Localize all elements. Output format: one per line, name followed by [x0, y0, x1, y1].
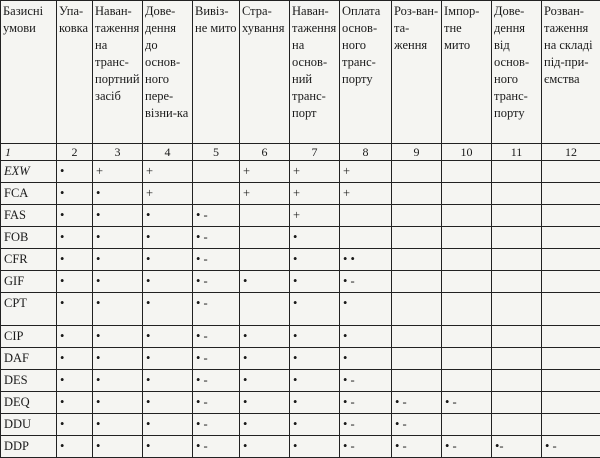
column-number: 11: [492, 144, 542, 161]
mark-cell: •: [57, 392, 93, 414]
mark-cell: [492, 161, 542, 183]
mark-cell: +: [340, 161, 392, 183]
mark-cell: [392, 249, 442, 271]
mark-cell: • -: [193, 326, 240, 348]
mark-cell: •: [93, 183, 143, 205]
header-cell: Вивіз-не мито: [193, 1, 240, 144]
table-body: [1, 161, 600, 458]
mark-cell: •: [143, 392, 193, 414]
mark-cell: [442, 348, 492, 370]
mark-cell: •: [143, 227, 193, 249]
mark-cell: [542, 161, 600, 183]
mark-cell: •: [340, 348, 392, 370]
mark-cell: •: [57, 183, 93, 205]
header-cell: Наван-таження на транс-портний засіб: [93, 1, 143, 144]
table-row: [1, 370, 600, 392]
mark-cell: •: [240, 271, 290, 293]
mark-cell: +: [290, 205, 340, 227]
mark-cell: [240, 249, 290, 271]
mark-cell: •: [240, 370, 290, 392]
mark-cell: [392, 227, 442, 249]
mark-cell: • -: [193, 227, 240, 249]
mark-cell: •: [240, 348, 290, 370]
mark-cell: [542, 326, 600, 348]
mark-cell: [392, 370, 442, 392]
term-cell: DES: [1, 370, 57, 392]
mark-cell: •: [290, 227, 340, 249]
header-cell: Дове-дення від основ-ного транс-порту: [492, 1, 542, 144]
mark-cell: [542, 249, 600, 271]
mark-cell: •: [57, 249, 93, 271]
mark-cell: [240, 227, 290, 249]
mark-cell: •: [290, 348, 340, 370]
mark-cell: •: [93, 414, 143, 436]
term-cell: FOB: [1, 227, 57, 249]
mark-cell: [340, 205, 392, 227]
mark-cell: [392, 348, 442, 370]
mark-cell: [542, 370, 600, 392]
mark-cell: • -: [193, 249, 240, 271]
mark-cell: [542, 227, 600, 249]
mark-cell: •: [143, 348, 193, 370]
table-row: [1, 293, 600, 326]
mark-cell: [193, 183, 240, 205]
table-row: [1, 161, 600, 183]
mark-cell: +: [290, 183, 340, 205]
term-cell: EXW: [1, 161, 57, 183]
mark-cell: •: [93, 326, 143, 348]
term-cell: FAS: [1, 205, 57, 227]
mark-cell: • -: [193, 414, 240, 436]
mark-cell: • -: [392, 436, 442, 458]
mark-cell: +: [143, 183, 193, 205]
mark-cell: •: [240, 414, 290, 436]
mark-cell: [442, 271, 492, 293]
mark-cell: •: [93, 348, 143, 370]
mark-cell: •: [57, 436, 93, 458]
mark-cell: +: [340, 183, 392, 205]
mark-cell: •: [93, 271, 143, 293]
mark-cell: [442, 293, 492, 326]
mark-cell: [542, 271, 600, 293]
mark-cell: •: [240, 326, 290, 348]
mark-cell: •: [93, 249, 143, 271]
mark-cell: [492, 271, 542, 293]
mark-cell: [442, 227, 492, 249]
mark-cell: •: [143, 271, 193, 293]
header-cell: Оплата основ-ного транс-порту: [340, 1, 392, 144]
mark-cell: [392, 161, 442, 183]
mark-cell: •: [93, 293, 143, 326]
header-cell: Роз-ван-та-ження: [392, 1, 442, 144]
mark-cell: •: [93, 227, 143, 249]
mark-cell: [492, 392, 542, 414]
mark-cell: • -: [340, 392, 392, 414]
mark-cell: •: [143, 205, 193, 227]
mark-cell: •: [290, 293, 340, 326]
table-row: [1, 205, 600, 227]
header-cell: Наван-таження на основ-ний транс-порт: [290, 1, 340, 144]
header-cell: Стра-хування: [240, 1, 290, 144]
mark-cell: •: [143, 436, 193, 458]
term-cell: DEQ: [1, 392, 57, 414]
mark-cell: •: [290, 271, 340, 293]
mark-cell: [492, 183, 542, 205]
table-row: [1, 271, 600, 293]
term-cell: CPT: [1, 293, 57, 326]
mark-cell: [442, 249, 492, 271]
table-row: [1, 227, 600, 249]
header-row: [1, 1, 600, 144]
mark-cell: •: [93, 392, 143, 414]
column-number: 2: [57, 144, 93, 161]
mark-cell: [542, 348, 600, 370]
mark-cell: •: [290, 436, 340, 458]
table-row: [1, 436, 600, 458]
mark-cell: • -: [340, 370, 392, 392]
header-cell: Дове-дення до основ-ного пере-візни-ка: [143, 1, 193, 144]
column-number: 5: [193, 144, 240, 161]
mark-cell: •: [57, 205, 93, 227]
table-row: [1, 249, 600, 271]
mark-cell: •: [57, 227, 93, 249]
mark-cell: •: [57, 348, 93, 370]
mark-cell: [392, 326, 442, 348]
term-cell: GIF: [1, 271, 57, 293]
mark-cell: • -: [340, 271, 392, 293]
mark-cell: [442, 183, 492, 205]
mark-cell: [392, 293, 442, 326]
mark-cell: •: [143, 326, 193, 348]
column-number: 3: [93, 144, 143, 161]
mark-cell: [392, 183, 442, 205]
mark-cell: [492, 249, 542, 271]
mark-cell: •: [240, 392, 290, 414]
table-row: [1, 348, 600, 370]
mark-cell: • -: [193, 370, 240, 392]
mark-cell: •: [93, 205, 143, 227]
mark-cell: [542, 183, 600, 205]
header-cell: Розван-таження на складі під-при-ємства: [542, 1, 600, 144]
mark-cell: [492, 227, 542, 249]
column-number: 7: [290, 144, 340, 161]
mark-cell: •: [290, 392, 340, 414]
mark-cell: [442, 326, 492, 348]
mark-cell: • -: [193, 205, 240, 227]
mark-cell: • -: [193, 436, 240, 458]
mark-cell: • -: [392, 392, 442, 414]
mark-cell: [492, 414, 542, 436]
mark-cell: [340, 227, 392, 249]
mark-cell: •: [290, 249, 340, 271]
mark-cell: [492, 326, 542, 348]
mark-cell: [442, 161, 492, 183]
mark-cell: •: [93, 436, 143, 458]
column-number: 9: [392, 144, 442, 161]
column-number: 8: [340, 144, 392, 161]
mark-cell: +: [290, 161, 340, 183]
mark-cell: •: [57, 161, 93, 183]
mark-cell: [542, 205, 600, 227]
column-number: 12: [542, 144, 600, 161]
mark-cell: • -: [193, 293, 240, 326]
mark-cell: [492, 205, 542, 227]
mark-cell: • -: [542, 436, 600, 458]
mark-cell: • -: [340, 436, 392, 458]
mark-cell: • •: [340, 249, 392, 271]
column-number: 4: [143, 144, 193, 161]
mark-cell: •: [143, 370, 193, 392]
header-cell: Імпор-тне мито: [442, 1, 492, 144]
mark-cell: • -: [340, 414, 392, 436]
mark-cell: [240, 293, 290, 326]
mark-cell: • -: [193, 392, 240, 414]
mark-cell: [542, 392, 600, 414]
mark-cell: [542, 414, 600, 436]
mark-cell: [492, 293, 542, 326]
mark-cell: •: [57, 414, 93, 436]
mark-cell: [442, 205, 492, 227]
mark-cell: •: [340, 293, 392, 326]
mark-cell: • -: [392, 414, 442, 436]
mark-cell: •: [143, 414, 193, 436]
column-number: 1: [1, 144, 57, 161]
table-row: [1, 392, 600, 414]
column-number: 6: [240, 144, 290, 161]
mark-cell: [442, 414, 492, 436]
mark-cell: [492, 348, 542, 370]
mark-cell: •: [143, 293, 193, 326]
mark-cell: •: [290, 414, 340, 436]
mark-cell: •: [57, 370, 93, 392]
mark-cell: [193, 161, 240, 183]
mark-cell: •: [240, 436, 290, 458]
mark-cell: •: [290, 370, 340, 392]
mark-cell: +: [240, 161, 290, 183]
mark-cell: [240, 205, 290, 227]
mark-cell: +: [143, 161, 193, 183]
mark-cell: +: [93, 161, 143, 183]
mark-cell: +: [240, 183, 290, 205]
mark-cell: • -: [193, 271, 240, 293]
mark-cell: [542, 293, 600, 326]
column-number: 10: [442, 144, 492, 161]
mark-cell: [492, 370, 542, 392]
term-cell: CIP: [1, 326, 57, 348]
mark-cell: •: [57, 271, 93, 293]
mark-cell: • -: [442, 392, 492, 414]
mark-cell: •: [57, 326, 93, 348]
mark-cell: •: [290, 326, 340, 348]
mark-cell: • -: [442, 436, 492, 458]
table-row: [1, 414, 600, 436]
term-cell: CFR: [1, 249, 57, 271]
term-cell: DDU: [1, 414, 57, 436]
mark-cell: [442, 370, 492, 392]
column-number-row: [1, 144, 600, 161]
mark-cell: •: [57, 293, 93, 326]
mark-cell: • -: [193, 348, 240, 370]
mark-cell: •: [93, 370, 143, 392]
table-row: [1, 183, 600, 205]
table-row: [1, 326, 600, 348]
mark-cell: •-: [492, 436, 542, 458]
header-cell: Упа-ковка: [57, 1, 93, 144]
mark-cell: •: [143, 249, 193, 271]
mark-cell: •: [340, 326, 392, 348]
mark-cell: [392, 271, 442, 293]
mark-cell: [392, 205, 442, 227]
header-cell: Базисні умови: [1, 1, 57, 144]
term-cell: DDP: [1, 436, 57, 458]
term-cell: DAF: [1, 348, 57, 370]
term-cell: FCA: [1, 183, 57, 205]
